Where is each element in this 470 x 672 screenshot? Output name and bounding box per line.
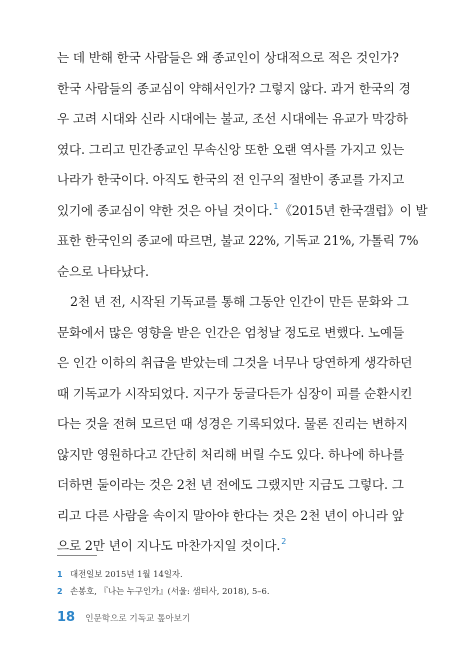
text-segment: 있기에 종교심이 약한 것은 아닐 것이다. (57, 202, 273, 218)
text-segment: 으로 2만 년이 지나도 마찬가지일 것이다. (57, 538, 281, 553)
text-line: 2천 년 전, 시작된 기독교를 통해 그동안 인간이 만든 문화와 그 (70, 294, 409, 309)
text-line: 리고 다른 사람을 속이지 말아야 한다는 것은 2천 년이 아니라 앞 (57, 507, 404, 523)
text-line: 다는 것을 전혀 모르던 때 성경은 기록되었다. 물론 진리는 변하지 (57, 416, 408, 431)
footnotes (57, 566, 397, 600)
body-text (57, 43, 428, 562)
page-number: 18 (57, 610, 76, 625)
text-line: 였다. 그리고 민간종교인 무속신앙 또한 오랜 역사를 가지고 있는 (57, 141, 405, 157)
footnote-1 (57, 566, 397, 583)
footnote-divider (57, 555, 97, 556)
text-line (57, 531, 390, 562)
footnote-number: 1 (57, 570, 63, 579)
text-line: 는 데 반해 한국 사람들은 왜 종교인이 상대적으로 적은 것인가? (57, 50, 399, 65)
footnote-2 (57, 583, 397, 600)
footnote-ref-1[interactable]: 1 (273, 201, 279, 211)
text-line: 표한 한국인의 종교에 따르면, 불교 22%, 기독교 21%, 가톨릭 7% (57, 233, 419, 248)
text-line: 때 기독교가 시작되었다. 지구가 둥글다든가 심장이 피를 순환시킨 (57, 385, 413, 401)
text-line: 우 고려 시대와 신라 시대에는 불교, 조선 시대에는 유교가 막강하 (57, 111, 408, 126)
text-line: 나라가 한국이다. 아직도 한국의 전 인구의 절반이 종교를 가지고 (57, 172, 405, 187)
footnote-ref-2[interactable]: 2 (281, 537, 287, 546)
page-footer (57, 606, 190, 626)
text-line: 문화에서 많은 영향을 받은 인간은 엄청날 정도로 변했다. 노예들 (57, 324, 405, 340)
text-line: 순으로 나타났다. (57, 263, 149, 279)
footnote-text: 대전일보 2015년 1월 14일자. (70, 569, 183, 579)
text-line: 한국 사람들의 종교심이 약해서인가? 그렇지 않다. 과거 한국의 경 (57, 80, 411, 96)
text-line: 않지만 영원하다고 간단히 처리해 버릴 수도 있다. 하나에 하나를 (57, 446, 405, 462)
text-segment: 《2015년 한국갤럽》이 발 (279, 202, 428, 218)
running-title: 인문학으로 기독교 톺아보기 (85, 614, 191, 624)
footnote-text: 손봉호, 『나는 누구인가』(서울: 샘터사, 2018), 5–6. (70, 586, 270, 596)
text-line: 더하면 둘이라는 것은 2천 년 전에도 그랬지만 지금도 그렇다. 그 (57, 477, 404, 492)
text-line (57, 196, 428, 227)
footnote-number: 2 (57, 587, 63, 596)
text-line: 은 인간 이하의 취급을 받았는데 그것을 너무나 당연하게 생각하던 (57, 355, 413, 370)
